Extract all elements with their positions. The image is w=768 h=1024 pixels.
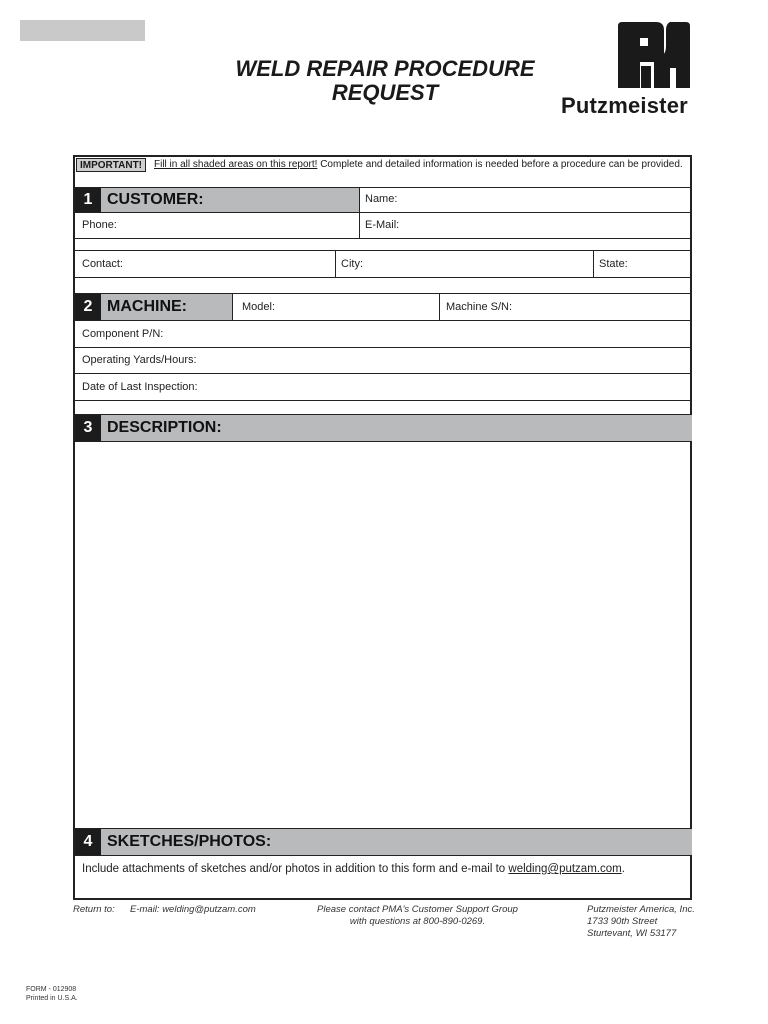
sketches-tail: . [621, 863, 625, 875]
contact-field[interactable]: Contact: [82, 258, 123, 270]
operating-hours-field[interactable]: Operating Yards/Hours: [82, 354, 197, 366]
footer-street: 1733 90th Street [587, 916, 658, 927]
divider [75, 212, 692, 213]
divider [75, 855, 692, 856]
footer-city: Sturtevant, WI 53177 [587, 928, 677, 939]
state-field[interactable]: State: [599, 258, 628, 270]
machine-sn-field[interactable]: Machine S/N: [446, 301, 513, 313]
divider [75, 441, 692, 442]
footer-email[interactable]: E-mail: welding@putzam.com [130, 904, 256, 915]
important-body: Complete and detailed information is needed before a procedure can be provided. [317, 159, 683, 170]
divider [232, 294, 233, 320]
form-number: FORM - 012908 [26, 986, 77, 993]
divider [75, 277, 692, 278]
sketches-instructions [82, 863, 625, 875]
footer-address [587, 904, 695, 940]
city-field[interactable]: City: [341, 258, 363, 270]
section-3-title: DESCRIPTION: [101, 415, 692, 441]
divider [335, 251, 336, 277]
title-line-2: REQUEST [331, 80, 439, 105]
welding-email-link[interactable]: welding@putzam.com [508, 863, 622, 875]
divider [75, 347, 692, 348]
email-field[interactable]: E-Mail: [365, 219, 400, 231]
divider [439, 294, 440, 320]
divider [75, 373, 692, 374]
footer-company: Putzmeister America, Inc. [587, 904, 695, 915]
title-line-1: WELD REPAIR PROCEDURE [235, 56, 535, 81]
important-tag: IMPORTANT! [76, 158, 146, 172]
description-textarea[interactable] [76, 443, 691, 827]
header-gray-bar [20, 20, 145, 41]
last-inspection-field[interactable]: Date of Last Inspection: [82, 381, 198, 393]
form-code [26, 985, 78, 1003]
page-title [200, 57, 570, 105]
section-1-number: 1 [75, 188, 101, 212]
divider [359, 188, 360, 238]
divider [75, 400, 692, 401]
important-note [154, 158, 684, 171]
section-4-title: SKETCHES/PHOTOS: [101, 829, 692, 855]
name-field[interactable]: Name: [365, 193, 398, 205]
phone-field[interactable]: Phone: [82, 219, 117, 231]
footer-contact-line-1: Please contact PMA's Customer Support Group [317, 904, 518, 915]
section-2-number: 2 [75, 294, 101, 320]
component-pn-field[interactable]: Component P/N: [82, 328, 164, 340]
footer-contact [300, 904, 535, 928]
model-field[interactable]: Model: [242, 301, 276, 313]
section-3-number: 3 [75, 415, 101, 441]
printed-in: Printed in U.S.A. [26, 995, 78, 1002]
footer-contact-line-2: with questions at 800-890-0269. [349, 916, 486, 927]
divider [75, 320, 692, 321]
divider [593, 251, 594, 277]
section-4-number: 4 [75, 829, 101, 855]
footer-return-to: Return to: [73, 904, 115, 915]
brand-name: Putzmeister [561, 93, 688, 118]
section-2-title: MACHINE: [101, 294, 232, 320]
divider [75, 250, 692, 251]
divider [75, 238, 692, 239]
important-lead: Fill in all shaded areas on this report! [154, 159, 318, 170]
sketches-text: Include attachments of sketches and/or photos in addition to this form and e-mail to [82, 863, 509, 875]
putzmeister-logo-icon [614, 20, 694, 90]
section-1-title: CUSTOMER: [101, 188, 359, 212]
